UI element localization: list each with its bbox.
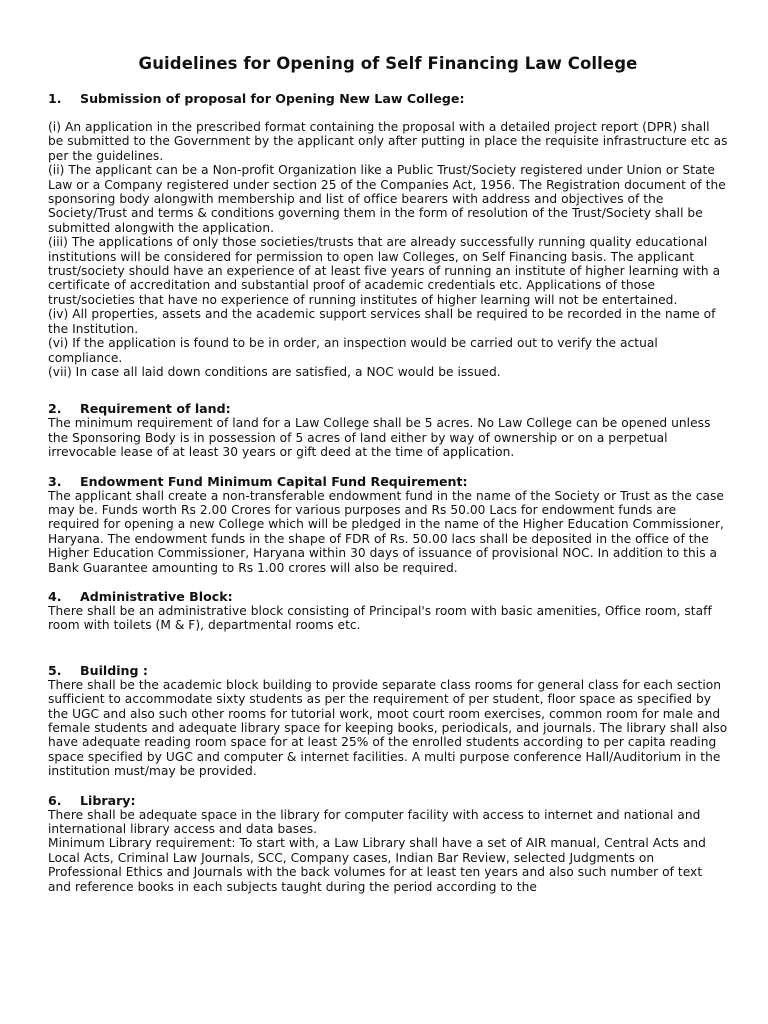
section-number: 4. (48, 588, 62, 604)
section-building (48, 663, 728, 779)
paragraph: (iv) All properties, assets and the academic support services shall be required to be recorded in the name of the Institution. (48, 307, 716, 336)
section-heading (48, 401, 728, 416)
paragraph: Minimum Library requirement: To start with, a Law Library shall have a set of AIR manual, Central Acts and Local Acts, Criminal Law Journals, SCC, Company cases, Indian Bar Review, selected Judgments on Professional Ethics and Journals with the back volumes for at least ten years and also such number of text and reference books in each subjects taught during the period according to the (48, 836, 706, 894)
section-submission-of-proposal (48, 91, 728, 379)
paragraph: The applicant shall create a non-transferable endowment fund in the name of the Society or Trust as the case may be. Funds worth Rs 2.00 Crores for various purposes and Rs 50.00 Lacs for endowment funds are required for opening a new College which will be pledged in the name of the Higher Education Commissioner, Haryana. The endowment funds in the shape of FDR of Rs. 50.00 lacs shall be deposited in the office of the Higher Education Commissioner, Haryana within 30 days of issuance of provisional NOC. In addition to this a Bank Guarantee amounting to Rs 1.00 crores will also be required. (48, 488, 724, 575)
section-title: Endowment Fund Minimum Capital Fund Requirement: (80, 473, 468, 489)
paragraph: (vi) If the application is found to be in order, an inspection would be carried out to verify the actual compliance. (48, 336, 658, 365)
section-administrative-block (48, 589, 728, 633)
section-heading (48, 589, 728, 604)
section-title: Submission of proposal for Opening New Law College: (80, 91, 465, 106)
section-heading (48, 663, 728, 678)
paragraph: The minimum requirement of land for a Law College shall be 5 acres. No Law College can be opened unless the Sponsoring Body is in possession of 5 acres of land either by way of ownership or on a perpetual irrevocable lease of at least 30 years or gift deed at the time of application. (48, 416, 711, 460)
section-title: Library: (80, 792, 136, 808)
section-heading (48, 91, 728, 106)
section-title: Building : (80, 662, 148, 678)
paragraph: There shall be adequate space in the library for computer facility with access to internet and national and international library access and data bases. (48, 807, 701, 837)
section-requirement-of-land (48, 401, 728, 459)
section-heading (48, 793, 728, 808)
section-number: 6. (48, 792, 62, 808)
section-number: 5. (48, 662, 62, 678)
section-number: 1. (48, 91, 62, 106)
paragraph: (ii) The applicant can be a Non-profit Organization like a Public Trust/Society registered under Union or State Law or a Company registered under section 25 of the Companies Act, 1956. The Registration document of the sponsoring body alongwith membership and list of office bearers with address and objectives of the Society/Trust and terms & conditions governing them in the form of resolution of the Trust/Society shall be submitted alongwith the application. (48, 163, 726, 235)
paragraph: There shall be an administrative block consisting of Principal's room with basic amenities, Office room, staff room with toilets (M & F), departmental rooms etc. (48, 603, 712, 633)
section-heading (48, 474, 728, 489)
section-title: Administrative Block: (80, 588, 233, 604)
section-endowment-fund (48, 474, 728, 575)
section-title: Requirement of land: (80, 401, 231, 417)
document-title: Guidelines for Opening of Self Financing Law College (138, 54, 638, 73)
section-number: 3. (48, 473, 62, 489)
paragraph: (i) An application in the prescribed format containing the proposal with a detailed project report (DPR) shall be submitted to the Government by the applicant only after putting in place the requisite infrastructure etc as per the guidelines. (48, 120, 728, 163)
paragraph: (vii) In case all laid down conditions are satisfied, a NOC would be issued. (48, 364, 501, 379)
paragraph: There shall be the academic block building to provide separate class rooms for general class for each section sufficient to accommodate sixty students as per the requirement of per student, floor space as specified by the UGC and also such other rooms for tutorial work, moot court room exercises, common room for male and female students and adequate library space for keeping books, periodicals, and journals. The library shall also have adequate reading room space for at least 25% of the enrolled students according to per capita reading space specified by UGC and computer & internet facilities. A multi purpose conference Hall/Auditorium in the institution must/may be provided. (48, 677, 728, 779)
section-number: 2. (48, 401, 62, 417)
paragraph: (iii) The applications of only those societies/trusts that are already successfully running quality educational institutions will be considered for permission to open law Colleges, on Self Financing basis. The applicant trust/society should have an experience of at least five years of running an institute of higher learning with a certificate of accreditation and substantial proof of academic credentials etc. Applications of those trust/societies that have no experience of running institutes of higher learning will not be entertained. (48, 235, 721, 307)
section-library (48, 793, 728, 894)
